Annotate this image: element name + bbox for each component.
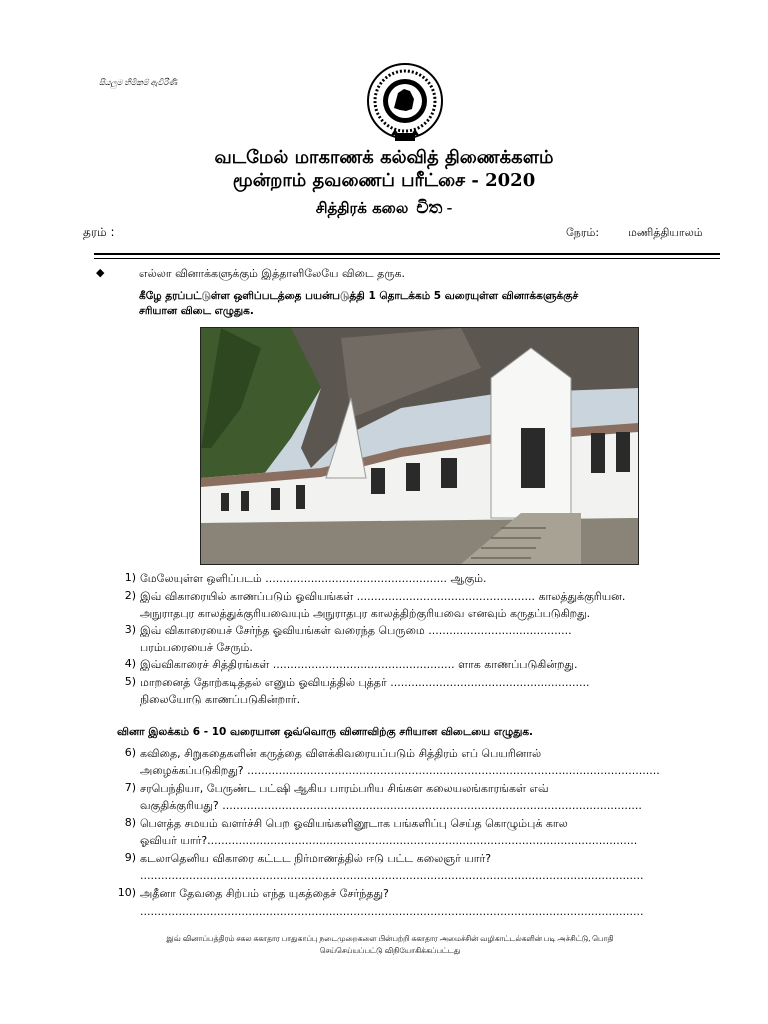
question-2-text: இவ் விகாரையில் காணப்படும் ஓவியங்கள் ................................................... காலத்துக்குரியன.	[140, 590, 626, 603]
question-8-text-line2: ஓவியர் யார்?...........................................................................................................................	[140, 834, 638, 847]
footer-note-line1: இவ் வினாப்பத்திரம் சகல சுகாதார பாதுகாப்பு நடைமுறைகளை பின்பற்றி சுகாதார அமைச்சின் வழிகாட்டல்களின் படி அச்சிட்டு, பொதி	[166, 934, 614, 943]
question-number: 1)	[124, 571, 136, 584]
bullet-icon: ◆	[96, 266, 105, 279]
subject-code: චිත -	[416, 198, 453, 217]
question-10-text: அதீனா தேவதை சிற்பம் எந்த யுகத்தைச் சேர்ந்தது?	[140, 887, 389, 900]
part1-instruction-line2: சரியான விடை எழுதுக.	[139, 305, 254, 317]
time-label: நேரம்:	[566, 226, 600, 239]
temple-photo	[200, 327, 639, 565]
question-3-text-line2: பரம்பரையைச் சேரும்.	[140, 641, 253, 654]
subject-title	[0, 198, 768, 219]
exam-title: மூன்றாம் தவணைப் பரீட்சை - 2020	[232, 170, 536, 191]
question-6-text-line2: அழைக்கப்படுகிறது? ......................................................................................................................	[140, 764, 660, 777]
question-number: 7)	[124, 781, 136, 794]
question-number: 9)	[124, 851, 136, 864]
question-number: 6)	[124, 746, 136, 759]
question-4-text: இவ்விகாரைச் சித்திரங்கள் .................................................... ளாக காணப்படுகின்றது.	[140, 658, 578, 671]
question-5-text: மாறனைத் தோற்கடித்தல் எனும் ஓவியத்தில் புத்தர் .........................................................	[140, 676, 590, 689]
header-rule-thin	[94, 258, 720, 259]
question-9-text: கடலாதெனிய விகாரை கட்டட நிர்மாணத்தில் ஈடு பட்ட கலைஞர் யார்?	[140, 852, 492, 865]
question-8-text: பௌத்த சமயம் வளர்ச்சி பெற ஓவியங்களினூடாக பங்களிப்பு செய்த கொழும்புக் கால	[140, 817, 568, 830]
question-number: 3)	[124, 623, 136, 636]
copyright-note: සියලුම හිමිකම් ඇවිරිණි	[99, 78, 178, 87]
question-number: 8)	[124, 816, 136, 829]
question-number: 5)	[124, 675, 136, 688]
question-number: 4)	[124, 657, 136, 670]
footer-note-line2: செய்செய்யப்பட்டு விநியோகிக்கப்பட்டது	[319, 946, 461, 955]
question-1-text: மேலேயுள்ள ஒளிப்படம் .................................................... ஆகும்.	[140, 572, 487, 585]
part2-instruction: வினா இலக்கம் 6 - 10 வரையான ஒவ்வொரு வினாவிற்கு சரியான விடையை எழுதுக.	[117, 726, 534, 738]
time-value: மணித்தியாலம்	[628, 226, 703, 239]
provincial-emblem-icon	[366, 63, 444, 143]
subject-name: சித்திரக் கலை	[315, 199, 409, 217]
question-5-text-line2: நிலையோடு காணப்படுகின்றார்.	[140, 693, 301, 706]
question-2-text-line2: அநுராதபுர காலத்துக்குரியவையும் அநுராதபுர காலத்திற்குரியவை எனவும் கருதப்படுகிறது.	[140, 607, 591, 620]
question-10-text-line2: ................................................................................................................................................	[140, 905, 644, 918]
question-9-text-line2: ................................................................................................................................................	[140, 869, 644, 882]
question-3-text: இவ் விகாரையைச் சேர்ந்த ஓவியங்கள் வரைந்த பெருமை .........................................	[140, 624, 572, 637]
question-number: 2)	[124, 589, 136, 602]
grade-label: தரம் :	[83, 225, 115, 239]
question-7-text: சரபெந்தியா, பேருண்ட பட்ஷி ஆகிய பாரம்பரிய சிங்கள கலையலங்காரங்கள் எவ்	[140, 782, 549, 795]
general-instruction: எல்லா வினாக்களுக்கும் இத்தாளிலேயே விடை தருக.	[139, 267, 406, 280]
part1-instruction-line1: கீழே தரப்பட்டுள்ள ஒளிப்படத்தை பயன்படுத்தி 1 தொடக்கம் 5 வரையுள்ள வினாக்களுக்குச்	[139, 290, 579, 302]
question-number: 10)	[117, 886, 136, 899]
department-title: வடமேல் மாகாணக் கல்வித் திணைக்களம்	[214, 147, 554, 168]
question-6-text: கவிதை, சிறுகதைகளின் கருத்தை விளக்கிவரையப்படும் சித்திரம் எப் பெயரினால்	[140, 747, 542, 760]
question-7-text-line2: வகுதிக்குரியது? ........................................................................................................................	[140, 799, 642, 812]
header-rule	[94, 253, 720, 255]
